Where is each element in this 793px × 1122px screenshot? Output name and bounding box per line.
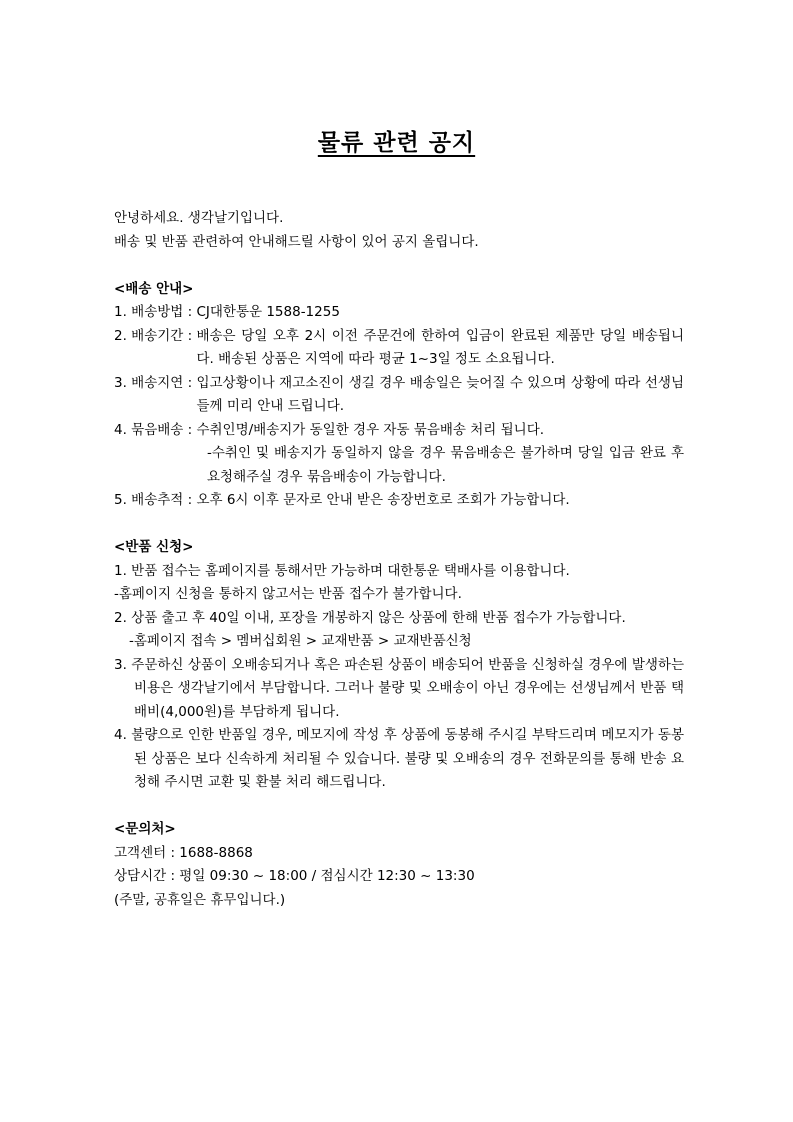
returns-item-1: 1. 반품 접수는 홈페이지를 통해서만 가능하며 대한통운 택배사를 이용합니다.	[114, 562, 570, 579]
contact-center: 고객센터 : 1688-8868	[114, 844, 253, 861]
returns-item-3: 3. 주문하신 상품이 오배송되거나 혹은 파손된 상품이 배송되어 반품을 신청하실 경우에 발생하는 비용은 생각날기에서 부담합니다. 그러나 불량 및 오배송이 아닌 경우에는 선생님께서 반품 택배비(4,000원)를 부담하게 됩니다.	[114, 656, 684, 720]
shipping-bundle-note: -수취인 및 배송지가 동일하지 않을 경우 묶음배송은 불가하며 당일 입금 완료 후 요청해주실 경우 묶음배송이 가능합니다.	[207, 445, 684, 485]
returns-note-1: -홈페이지 신청을 통하지 않고서는 반품 접수가 불가합니다.	[114, 586, 462, 602]
shipping-item-method: 1. 배송방법 : CJ대한통운 1588-1255	[114, 304, 340, 320]
contact-hours: 상담시간 : 평일 09:30 ~ 18:00 / 점심시간 12:30 ~ 13:30	[114, 868, 475, 884]
returns-path: -홈페이지 접속 > 멤버십회원 > 교재반품 > 교재반품신청	[129, 633, 472, 649]
intro-line: 배송 및 반품 관련하여 안내해드릴 사항이 있어 공지 올립니다.	[114, 233, 479, 250]
shipping-item-tracking: 5. 배송추적 : 오후 6시 이후 문자로 안내 받은 송장번호로 조회가 가능합니다.	[114, 492, 570, 508]
shipping-item-delay: 3. 배송지연 : 입고상황이나 재고소진이 생길 경우 배송일은 늦어질 수 있으며 상황에 따라 선생님들께 미리 안내 드립니다.	[114, 374, 684, 414]
shipping-item-period: 2. 배송기간 : 배송은 당일 오후 2시 이전 주문건에 한하여 입금이 완료된 제품만 당일 배송됩니다. 배송된 상품은 지역에 따라 평균 1~3일 정도 소요됩니다.	[114, 327, 684, 367]
shipping-item-bundle: 4. 묶음배송 : 수취인명/배송지가 동일한 경우 자동 묶음배송 처리 됩니다.	[114, 421, 545, 438]
page-title: 물류 관련 공지	[317, 130, 476, 156]
contact-holiday-note: (주말, 공휴일은 휴무입니다.)	[114, 891, 286, 908]
shipping-heading: <배송 안내>	[114, 280, 194, 297]
greeting-line: 안녕하세요. 생각날기입니다.	[114, 210, 284, 226]
notice-body	[114, 207, 684, 912]
returns-item-2: 2. 상품 출고 후 40일 이내, 포장을 개봉하지 않은 상품에 한해 반품 접수가 가능합니다.	[114, 609, 626, 626]
returns-item-4: 4. 불량으로 인한 반품일 경우, 메모지에 작성 후 상품에 동봉해 주시길 부탁드리며 메모지가 동봉된 상품은 보다 신속하게 처리될 수 있습니다. 불량 및 오배송의 경우 전화문의를 통해 반송 요청해 주시면 교환 및 환불 처리 해드립니다.	[114, 727, 684, 790]
returns-heading: <반품 신청>	[114, 539, 194, 555]
contact-heading: <문의처>	[114, 821, 176, 837]
